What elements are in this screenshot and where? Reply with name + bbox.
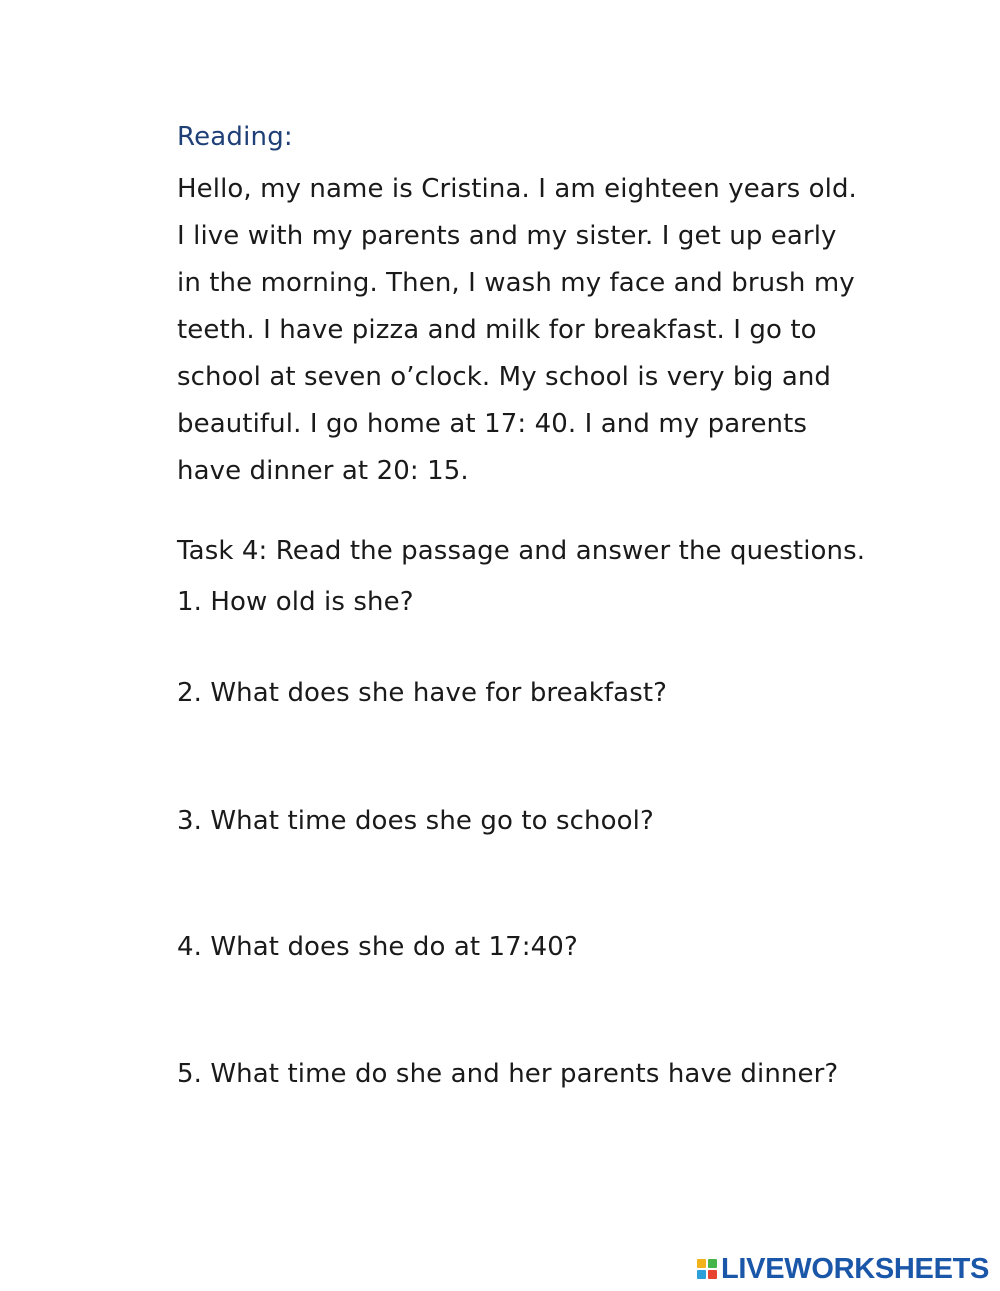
question-1: 1. How old is she? <box>177 587 414 617</box>
logo-block <box>697 1259 706 1268</box>
liveworksheets-logo <box>697 1252 989 1286</box>
brand-name: LIVEWORKSHEETS <box>721 1252 990 1285</box>
passage-line: in the morning. Then, I wash my face and brush my <box>177 268 855 298</box>
passage-line: teeth. I have pizza and milk for breakfast. I go to <box>177 315 817 345</box>
question-4: 4. What does she do at 17:40? <box>177 932 578 962</box>
reading-heading: Reading: <box>177 122 293 152</box>
passage-line: I live with my parents and my sister. I get up early <box>177 221 837 251</box>
passage-line: beautiful. I go home at 17: 40. I and my parents <box>177 409 808 439</box>
logo-blocks-icon <box>697 1259 717 1279</box>
passage-line: school at seven o’clock. My school is very big and <box>177 362 832 392</box>
question-3: 3. What time does she go to school? <box>177 806 654 836</box>
task-instruction: Task 4: Read the passage and answer the questions. <box>177 536 866 566</box>
question-5: 5. What time do she and her parents have dinner? <box>177 1059 839 1089</box>
passage-line: have dinner at 20: 15. <box>177 456 469 486</box>
passage-line: Hello, my name is Cristina. I am eighteen years old. <box>177 174 857 204</box>
logo-block <box>697 1270 706 1279</box>
logo-block <box>708 1259 717 1268</box>
logo-block <box>708 1270 717 1279</box>
question-2: 2. What does she have for breakfast? <box>177 678 668 708</box>
reading-passage <box>177 166 917 495</box>
